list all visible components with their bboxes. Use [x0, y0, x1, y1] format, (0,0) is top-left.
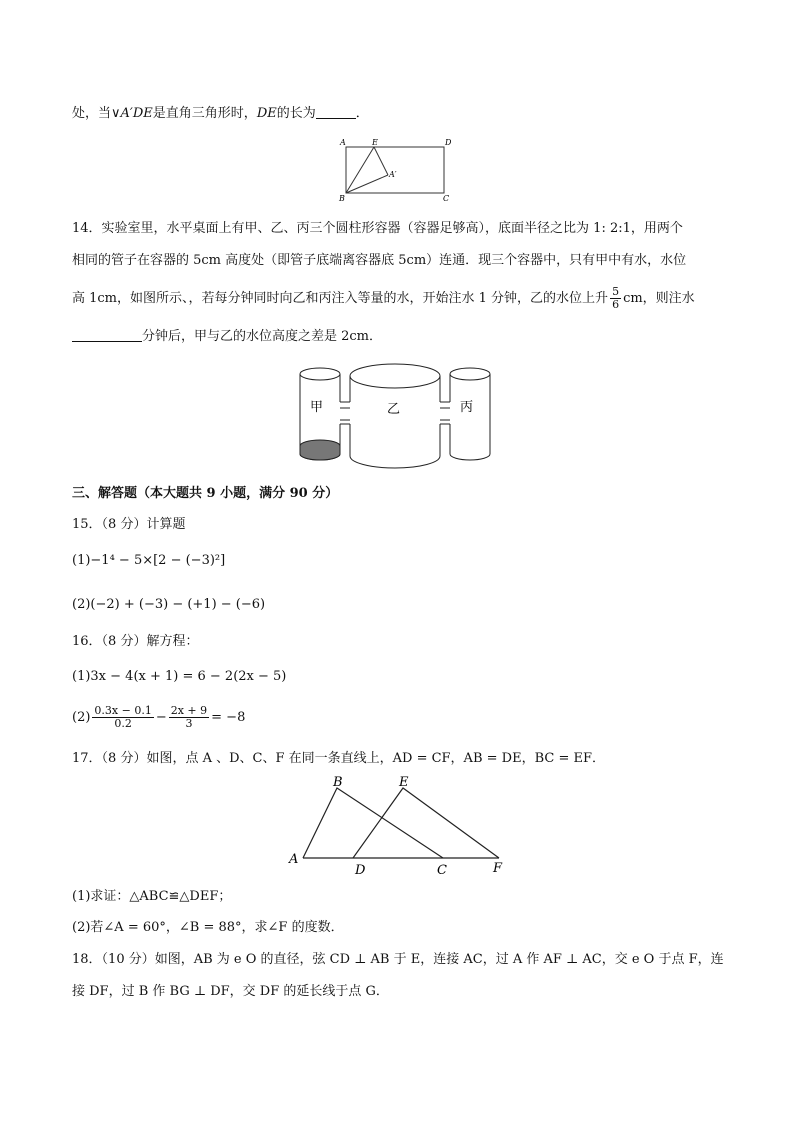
q14-frac-num: 5: [612, 285, 620, 298]
q17-part-2: (2)若∠A = 60°，∠B = 88°，求∠F 的度数．: [72, 920, 344, 935]
tri-label-b: B: [333, 775, 343, 790]
q16-fraction-1: [92, 705, 153, 730]
triangle-def: [353, 788, 499, 858]
q13-triangle: ∨A′DE: [111, 106, 153, 121]
q15-heading: 15．（8 分）计算题: [72, 517, 186, 532]
q13-answer-blank[interactable]: [316, 106, 356, 119]
tri-label-f: F: [493, 861, 503, 876]
segment-ba: [346, 175, 388, 193]
cyl-label-jia: 甲: [310, 400, 324, 415]
q14-line-1: 14．实验室里，水平桌面上有甲、乙、丙三个圆柱形容器（容器足够高），底面半径之比为 1: 2:1，用两个: [72, 221, 683, 236]
q16-f1-num: 0.3x − 0.1: [94, 704, 152, 717]
q13-seg: DE: [256, 106, 277, 121]
q17-part-1: (1)求证：△ABC≌△DEF；: [72, 889, 232, 904]
q16-part-2: [72, 703, 245, 733]
q17-heading: 17．（8 分）如图，点 A 、D、C、F 在同一条直线上，AD = CF，AB = DE，BC = EF．: [72, 751, 605, 766]
q14-frac-den: 6: [612, 298, 620, 311]
q13-suffix: 的长为: [276, 106, 316, 121]
q14-line-4-text: 分钟后，甲与乙的水位高度之差是 2cm．: [142, 329, 383, 344]
q15-part-1: (1)−1⁴ − 5×[2 − (−3)²]: [72, 553, 226, 568]
q13-prefix: 处，当: [72, 106, 112, 121]
cylinders-figure: [296, 362, 496, 472]
q14-line-3a: 高 1cm，如图所示、，若每分钟同时向乙和丙注入等量的水，开始注水 1 分钟，乙的水位上升: [72, 291, 609, 306]
q14-answer-blank[interactable]: [72, 329, 142, 342]
tri-label-d: D: [355, 863, 366, 878]
triangle-abc: [303, 788, 443, 858]
q14-line-3b: cm，则注水: [623, 291, 695, 306]
triangles-figure: [285, 775, 515, 880]
tri-label-a: A: [289, 852, 299, 867]
water-in-jia: [300, 440, 340, 460]
cyl-label-yi: 乙: [387, 402, 401, 417]
q14-line-2: 相同的管子在容器的 5cm 高度处（即管子底端离容器底 5cm）连通．现三个容器中，只有甲中有水，水位: [72, 253, 687, 268]
segment-be: [346, 147, 374, 193]
q16-heading: 16．（8 分）解方程：: [72, 634, 199, 649]
q16-f1-den: 0.2: [114, 717, 132, 730]
q16-p2-prefix: (2): [72, 710, 91, 725]
q16-f2-num: 2x + 9: [170, 704, 208, 717]
q16-part-1: (1)3x − 4(x + 1) = 6 − 2(2x − 5): [72, 669, 287, 684]
rect-label-d: D: [445, 138, 452, 147]
q16-rhs: = −8: [211, 710, 246, 725]
rect-label-a-prime: A′: [389, 170, 397, 179]
q14-fraction: [610, 286, 621, 311]
segment-ea: [374, 147, 388, 175]
q16-fraction-2: [169, 705, 209, 730]
rect-label-c: C: [443, 194, 450, 203]
q13-mid: 是直角三角形时，: [152, 106, 257, 121]
q15-part-2: (2)(−2) + (−3) − (+1) − (−6): [72, 597, 266, 612]
rect-label-b: B: [339, 194, 345, 203]
q14-line-3: [72, 286, 695, 312]
pipe-right: [440, 402, 450, 424]
q13-end: ．: [355, 106, 369, 121]
q13-tail-line: [72, 105, 369, 123]
rect-label-a: A: [340, 138, 346, 147]
rectangle-figure: [330, 135, 460, 205]
pipe-left: [340, 402, 350, 424]
rect-label-e: E: [372, 138, 378, 147]
q16-f2-den: 3: [185, 717, 193, 730]
tri-label-c: C: [437, 863, 447, 878]
section-3-heading: 三、解答题（本大题共 9 小题，满分 90 分）: [72, 486, 339, 501]
cyl-label-bing: 丙: [460, 400, 474, 415]
q16-minus: −: [155, 710, 167, 725]
q14-line-4: [72, 328, 382, 346]
q18-line-1: 18．（10 分）如图，AB 为 e O 的直径，弦 CD ⊥ AB 于 E，连接 AC，过 A 作 AF ⊥ AC，交 e O 于点 F，连: [72, 952, 724, 967]
q18-line-2: 接 DF，过 B 作 BG ⊥ DF，交 DF 的延长线于点 G．: [72, 984, 389, 999]
tri-label-e: E: [399, 775, 409, 790]
